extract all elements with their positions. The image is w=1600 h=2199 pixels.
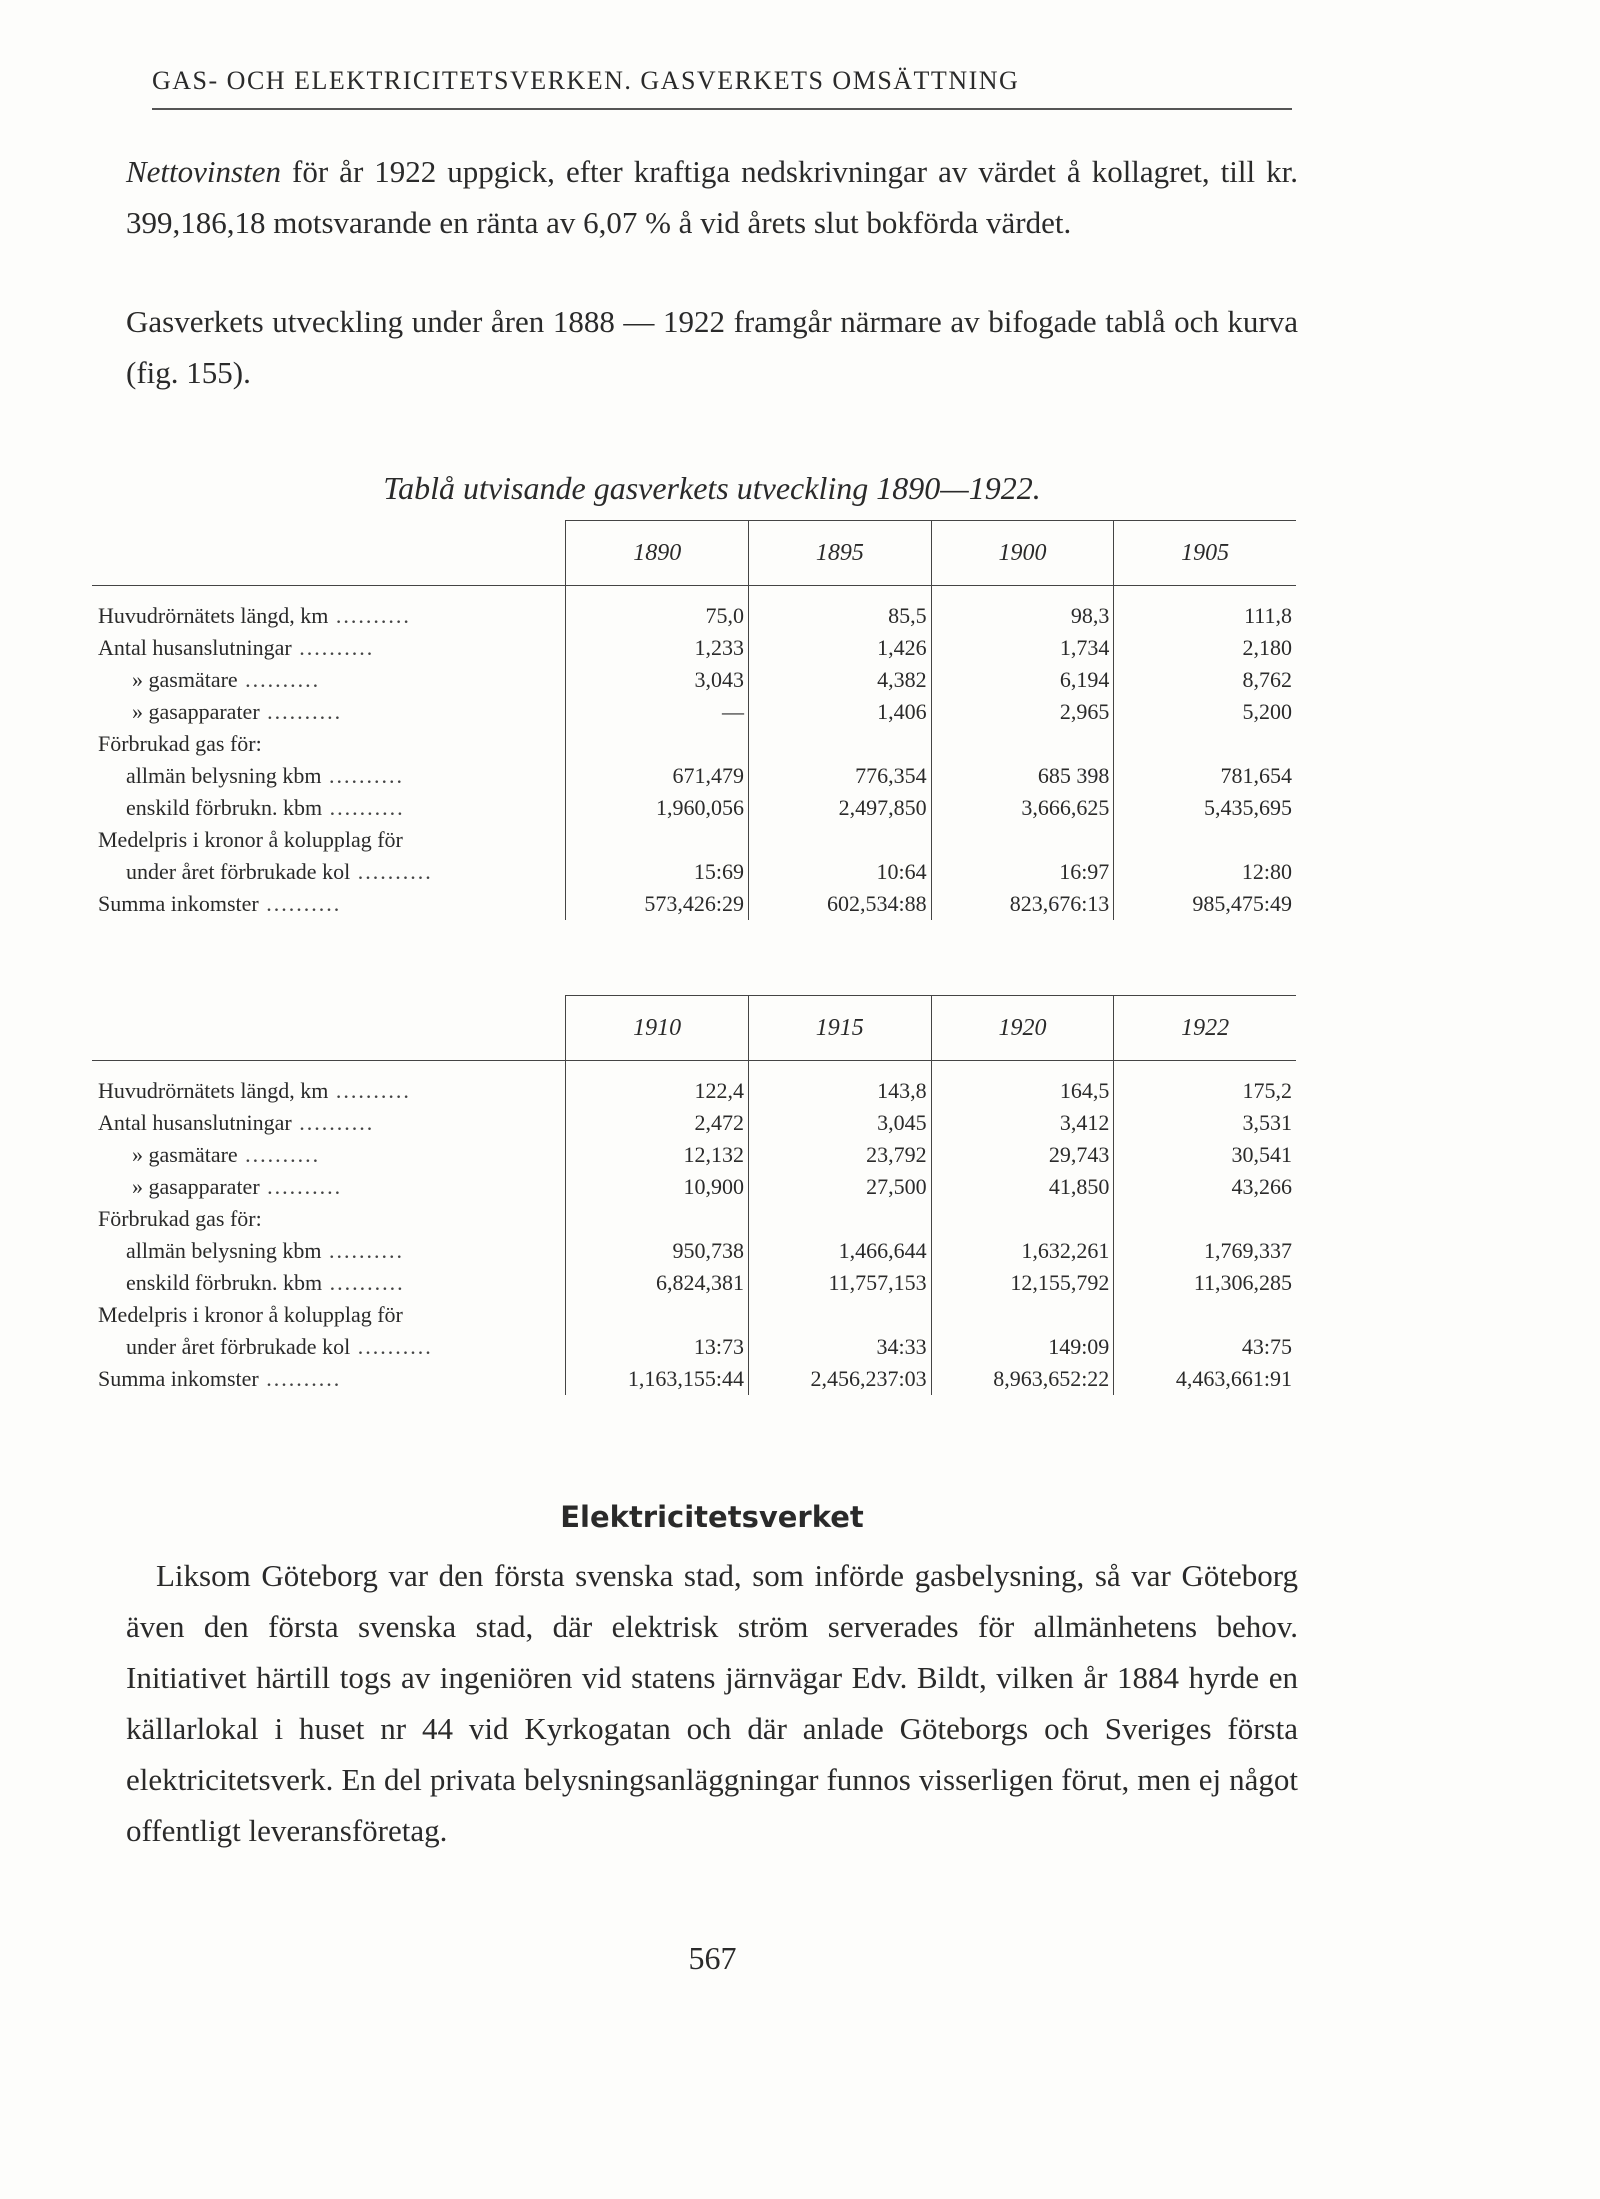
table-row — [92, 728, 1296, 760]
value-cell: 5,200 — [1242, 699, 1292, 724]
table-row — [92, 760, 1296, 792]
row-label — [92, 664, 566, 696]
row-label-text: Antal husanslutningar — [98, 1110, 292, 1135]
value-cell — [566, 824, 749, 856]
table-row — [92, 664, 1296, 696]
row-label-text: enskild förbrukn. kbm — [126, 795, 323, 820]
value-cell: 34:33 — [748, 1331, 931, 1363]
value-cell: 1,466,644 — [748, 1235, 931, 1267]
year-header: 1900 — [931, 521, 1114, 586]
value-cell: — — [566, 696, 749, 728]
row-label — [92, 1075, 566, 1107]
row-label-text: Förbrukad gas för: — [98, 1206, 262, 1231]
row-label-text: » gasapparater — [132, 1174, 260, 1199]
row-label — [92, 728, 566, 760]
section-title: Elektricitetsverket — [560, 1500, 864, 1534]
value-cell: 12:80 — [1241, 859, 1292, 884]
table-row — [92, 888, 1296, 920]
spacer-row — [92, 1061, 1296, 1076]
intro-paragraph-2: Gasverkets utveckling under åren 1888 — 1922 framgår närmare av bifogade tablå och kurva (fig. 155). — [126, 304, 1298, 390]
table-block-1890-1905 — [92, 520, 1296, 986]
table-row — [92, 1139, 1296, 1171]
value-cell: 5,435,695 — [1204, 795, 1292, 820]
value-cell: 122,4 — [566, 1075, 749, 1107]
row-label — [92, 792, 566, 824]
label-header-cell — [92, 996, 566, 1061]
leader-dots: .......... — [328, 1078, 411, 1103]
row-label-text: under året förbrukade kol — [126, 859, 351, 884]
table-row — [92, 1235, 1296, 1267]
value-cell: 6,824,381 — [566, 1267, 749, 1299]
value-cell: 10,900 — [566, 1171, 749, 1203]
data-table-1 — [92, 520, 1296, 920]
spacer-cell — [749, 586, 932, 601]
value-cell: 1,734 — [931, 632, 1114, 664]
row-label — [92, 856, 566, 888]
value-cell — [566, 1299, 749, 1331]
value-cell: 950,738 — [566, 1235, 749, 1267]
table-row — [92, 792, 1296, 824]
row-label-text: Summa inkomster — [98, 891, 259, 916]
year-header: 1922 — [1114, 996, 1296, 1061]
value-cell: 43:75 — [1241, 1334, 1292, 1359]
section-body: Liksom Göteborg var den första svenska stad, som införde gasbelysning, så var Göteborg även den första svenska stad, där elektrisk ström serverades för allmänhetens behov. Initiativet härtill togs av ingeniören vid statens järnvägar Edv. Bildt, vilken år 1884 hyrde en källarlokal i huset nr 44 vid Kyrkogatan och där anlade Göteborgs och Sveriges första elektricitetsverk. En del privata belysningsanläggningar funnos visserligen förut, men ej något offentligt leveransföretag. — [126, 1558, 1298, 1848]
value-cell: 781,654 — [1220, 763, 1292, 788]
value-cell: 149:09 — [931, 1331, 1114, 1363]
value-cell — [749, 728, 932, 760]
year-header: 1890 — [566, 521, 749, 586]
value-cell: 1,769,337 — [1204, 1238, 1292, 1263]
value-cell: 573,426:29 — [566, 888, 749, 920]
leader-dots: .......... — [237, 667, 321, 692]
value-cell: 11,757,153 — [748, 1267, 931, 1299]
row-label-text: » gasmätare — [132, 1142, 238, 1167]
value-cell: 98,3 — [931, 600, 1114, 632]
table-row — [92, 1107, 1296, 1139]
value-cell: 3,666,625 — [931, 792, 1114, 824]
value-cell: 85,5 — [749, 600, 932, 632]
value-cell: 30,541 — [1231, 1142, 1292, 1167]
value-cell: 1,406 — [749, 696, 932, 728]
value-cell: 111,8 — [1244, 603, 1292, 628]
value-cell: 12,132 — [566, 1139, 749, 1171]
value-cell: 3,045 — [748, 1107, 931, 1139]
value-cell: 2,472 — [566, 1107, 749, 1139]
running-header-title: GAS- OCH ELEKTRICITETSVERKEN. GASVERKETS OMSÄTTNING — [152, 66, 1020, 95]
value-cell: 27,500 — [748, 1171, 931, 1203]
intro-keyword: Nettovinsten — [126, 154, 281, 189]
row-label — [92, 824, 566, 856]
row-label — [92, 1171, 566, 1203]
value-cell: 143,8 — [748, 1075, 931, 1107]
data-table-2 — [92, 995, 1296, 1395]
value-cell: 2,965 — [931, 696, 1114, 728]
table-row — [92, 1267, 1296, 1299]
table-row — [92, 1331, 1296, 1363]
table-block-1910-1922 — [92, 995, 1296, 1450]
row-label-text: enskild förbrukn. kbm — [126, 1270, 323, 1295]
value-cell: 43,266 — [1231, 1174, 1292, 1199]
row-label-text: Förbrukad gas för: — [98, 731, 262, 756]
value-cell: 602,534:88 — [749, 888, 932, 920]
table-row — [92, 1171, 1296, 1203]
spacer-cell — [92, 1061, 566, 1076]
value-cell: 3,531 — [1242, 1110, 1292, 1135]
leader-dots: .......... — [259, 699, 343, 724]
intro-paragraph-1 — [126, 146, 1298, 248]
table-row — [92, 600, 1296, 632]
value-cell — [566, 728, 749, 760]
leader-dots: .......... — [322, 795, 405, 820]
row-label-text: » gasapparater — [132, 699, 260, 724]
leader-dots: .......... — [258, 891, 342, 916]
leader-dots: .......... — [291, 1110, 375, 1135]
value-cell: 823,676:13 — [931, 888, 1114, 920]
value-cell: 29,743 — [931, 1139, 1114, 1171]
value-cell — [748, 1203, 931, 1235]
value-cell — [931, 728, 1114, 760]
value-cell: 15:69 — [566, 856, 749, 888]
value-cell: 16:97 — [931, 856, 1114, 888]
row-label — [92, 1235, 566, 1267]
spacer-cell — [931, 1061, 1114, 1076]
row-label — [92, 1203, 566, 1235]
spacer-cell — [1114, 586, 1296, 601]
value-cell: 776,354 — [749, 760, 932, 792]
value-cell: 6,194 — [931, 664, 1114, 696]
value-cell: 685 398 — [931, 760, 1114, 792]
value-cell — [1114, 824, 1296, 856]
year-header-row — [92, 521, 1296, 586]
row-label — [92, 1267, 566, 1299]
row-label-text: under året förbrukade kol — [126, 1334, 351, 1359]
row-label-text: Summa inkomster — [98, 1366, 259, 1391]
value-cell: 1,960,056 — [566, 792, 749, 824]
value-cell — [748, 1299, 931, 1331]
value-cell: 3,043 — [566, 664, 749, 696]
row-label-text: » gasmätare — [132, 667, 238, 692]
table-row — [92, 632, 1296, 664]
value-cell: 8,963,652:22 — [931, 1363, 1114, 1395]
value-cell: 985,475:49 — [1192, 891, 1292, 916]
leader-dots: .......... — [291, 635, 375, 660]
row-label — [92, 1363, 566, 1395]
table-row — [92, 1203, 1296, 1235]
value-cell: 8,762 — [1242, 667, 1292, 692]
value-cell: 1,233 — [566, 632, 749, 664]
row-label — [92, 888, 566, 920]
row-label — [92, 1299, 566, 1331]
spacer-row — [92, 586, 1296, 601]
table-caption: Tablå utvisande gasverkets utveckling 1890—1922. — [383, 470, 1041, 506]
spacer-cell — [1114, 1061, 1296, 1076]
year-header: 1920 — [931, 996, 1114, 1061]
row-label — [92, 1107, 566, 1139]
row-label — [92, 632, 566, 664]
value-cell: 164,5 — [931, 1075, 1114, 1107]
value-cell — [566, 1203, 749, 1235]
leader-dots: .......... — [258, 1366, 342, 1391]
year-header: 1895 — [749, 521, 932, 586]
row-label-text: allmän belysning kbm — [126, 763, 322, 788]
value-cell: 2,180 — [1242, 635, 1292, 660]
year-header-row — [92, 996, 1296, 1061]
leader-dots: .......... — [259, 1174, 343, 1199]
value-cell — [1114, 728, 1296, 760]
year-header: 1910 — [566, 996, 749, 1061]
value-cell: 2,497,850 — [749, 792, 932, 824]
value-cell: 3,412 — [931, 1107, 1114, 1139]
value-cell — [931, 824, 1114, 856]
row-label — [92, 1139, 566, 1171]
table-row — [92, 1299, 1296, 1331]
row-label — [92, 696, 566, 728]
value-cell: 41,850 — [931, 1171, 1114, 1203]
leader-dots: .......... — [321, 1238, 405, 1263]
value-cell: 23,792 — [748, 1139, 931, 1171]
leader-dots: .......... — [350, 859, 433, 884]
value-cell: 671,479 — [566, 760, 749, 792]
row-label-text: Huvudrörnätets längd, km — [98, 603, 329, 628]
leader-dots: .......... — [237, 1142, 321, 1167]
row-label-text: Huvudrörnätets längd, km — [98, 1078, 329, 1103]
running-header — [152, 62, 1292, 110]
value-cell: 12,155,792 — [931, 1267, 1114, 1299]
row-label — [92, 600, 566, 632]
spacer-cell — [931, 586, 1114, 601]
value-cell: 4,382 — [749, 664, 932, 696]
table-row — [92, 696, 1296, 728]
row-label-text: Medelpris i kronor å kolupplag för — [98, 827, 403, 852]
value-cell: 2,456,237:03 — [748, 1363, 931, 1395]
value-cell: 175,2 — [1242, 1078, 1292, 1103]
row-label-text: Medelpris i kronor å kolupplag för — [98, 1302, 403, 1327]
spacer-cell — [566, 586, 749, 601]
table-row — [92, 1363, 1296, 1395]
table-row — [92, 1075, 1296, 1107]
spacer-cell — [566, 1061, 749, 1076]
value-cell — [931, 1299, 1114, 1331]
row-label-text: Antal husanslutningar — [98, 635, 292, 660]
value-cell: 4,463,661:91 — [1175, 1366, 1292, 1391]
table-row — [92, 856, 1296, 888]
value-cell — [1114, 1299, 1296, 1331]
leader-dots: .......... — [328, 603, 411, 628]
leader-dots: .......... — [350, 1334, 433, 1359]
row-label — [92, 1331, 566, 1363]
value-cell: 1,632,261 — [931, 1235, 1114, 1267]
spacer-cell — [92, 586, 566, 601]
page-number: 567 — [688, 1940, 737, 1976]
label-header-cell — [92, 521, 566, 586]
year-header: 1915 — [748, 996, 931, 1061]
table-row — [92, 824, 1296, 856]
value-cell: 11,306,285 — [1193, 1270, 1292, 1295]
intro-paragraph-1-text: för år 1922 uppgick, efter kraftiga nedskrivningar av värdet å kollagret, till kr. 399,186,18 motsvarande en ränta av 6,07 % å vid årets slut bokförda värdet. — [126, 154, 1298, 240]
leader-dots: .......... — [322, 1270, 405, 1295]
value-cell — [749, 824, 932, 856]
leader-dots: .......... — [321, 763, 405, 788]
value-cell: 75,0 — [566, 600, 749, 632]
row-label — [92, 760, 566, 792]
value-cell: 13:73 — [566, 1331, 749, 1363]
value-cell — [931, 1203, 1114, 1235]
spacer-cell — [748, 1061, 931, 1076]
value-cell: 10:64 — [749, 856, 932, 888]
row-label-text: allmän belysning kbm — [126, 1238, 322, 1263]
year-header: 1905 — [1114, 521, 1296, 586]
value-cell: 1,163,155:44 — [566, 1363, 749, 1395]
value-cell: 1,426 — [749, 632, 932, 664]
value-cell — [1114, 1203, 1296, 1235]
